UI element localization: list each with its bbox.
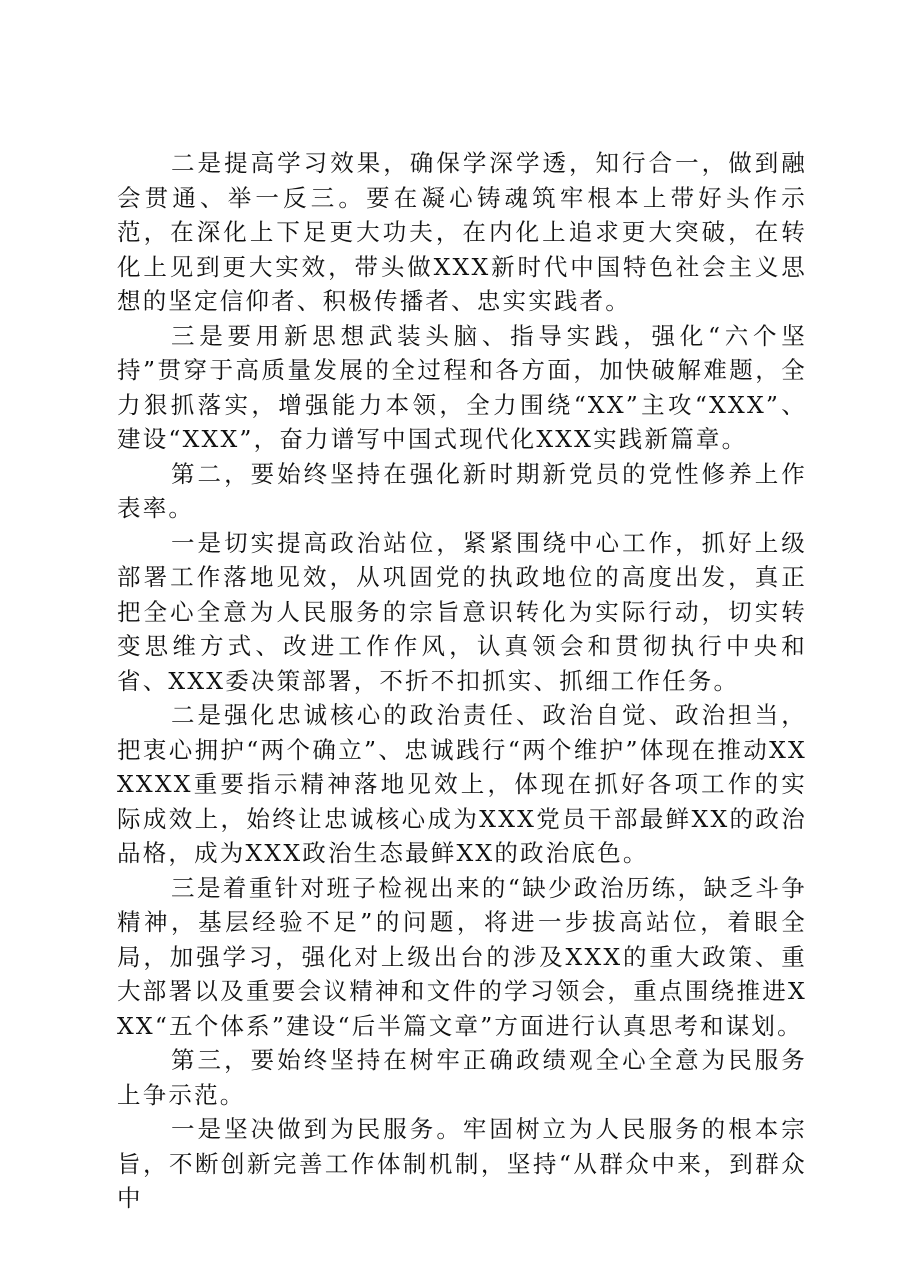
section-heading-3: 第三，要始终坚持在树牢正确政绩观全心全意为民服务上争示范。 <box>117 1046 807 1109</box>
paragraph-3: 一是切实提高政治站位，紧紧围绕中心工作，抓好上级部署工作落地见效，从巩固党的执政地位的高度出发，真正把全心全意为人民服务的宗旨意识转化为实际行动，切实转变思维方式、改进工作作风，认真领会和贯彻执行中央和省、XXX委决策部署，不折不扣抓实、抓细工作任务。 <box>117 528 807 695</box>
section-heading-2: 第二，要始终坚持在强化新时期新党员的党性修养上作表率。 <box>117 459 807 522</box>
paragraph-4: 二是强化忠诚核心的政治责任、政治自觉、政治担当，把衷心拥护“两个确立”、忠诚践行“两个维护”体现在推动XXXXXX重要指示精神落地见效上，体现在抓好各项工作的实际成效上，始终让忠诚核心成为XXX党员干部最鲜XX的政治品格，成为XXX政治生态最鲜XX的政治底色。 <box>117 701 807 867</box>
document-body <box>117 146 807 1216</box>
paragraph-2: 三是要用新思想武装头脑、指导实践，强化“六个坚持”贯穿于高质量发展的全过程和各方面，加快破解难题，全力狠抓落实，增强能力本领，全力围绕“XX”主攻“XXX”、建设“XXX”，奋力谱写中国式现代化XXX实践新篇章。 <box>117 321 807 453</box>
paragraph-5: 三是着重针对班子检视出来的“缺少政治历练，缺乏斗争精神，基层经验不足”的问题，将进一步拔高站位，着眼全局，加强学习，强化对上级出台的涉及XXX的重大政策、重大部署以及重要会议精神和文件的学习领会，重点围绕推进XXX“五个体系”建设“后半篇文章”方面进行认真思考和谋划。 <box>117 873 807 1040</box>
paragraph-6: 一是坚决做到为民服务。牢固树立为人民服务的根本宗旨，不断创新完善工作体制机制，坚持“从群众中来，到群众中 <box>117 1115 807 1212</box>
paragraph-1: 二是提高学习效果，确保学深学透，知行合一，做到融会贯通、举一反三。要在凝心铸魂筑牢根本上带好头作示范，在深化上下足更大功夫，在内化上追求更大突破，在转化上见到更大实效，带头做XXX新时代中国特色社会主义思想的坚定信仰者、积极传播者、忠实实践者。 <box>117 149 807 315</box>
